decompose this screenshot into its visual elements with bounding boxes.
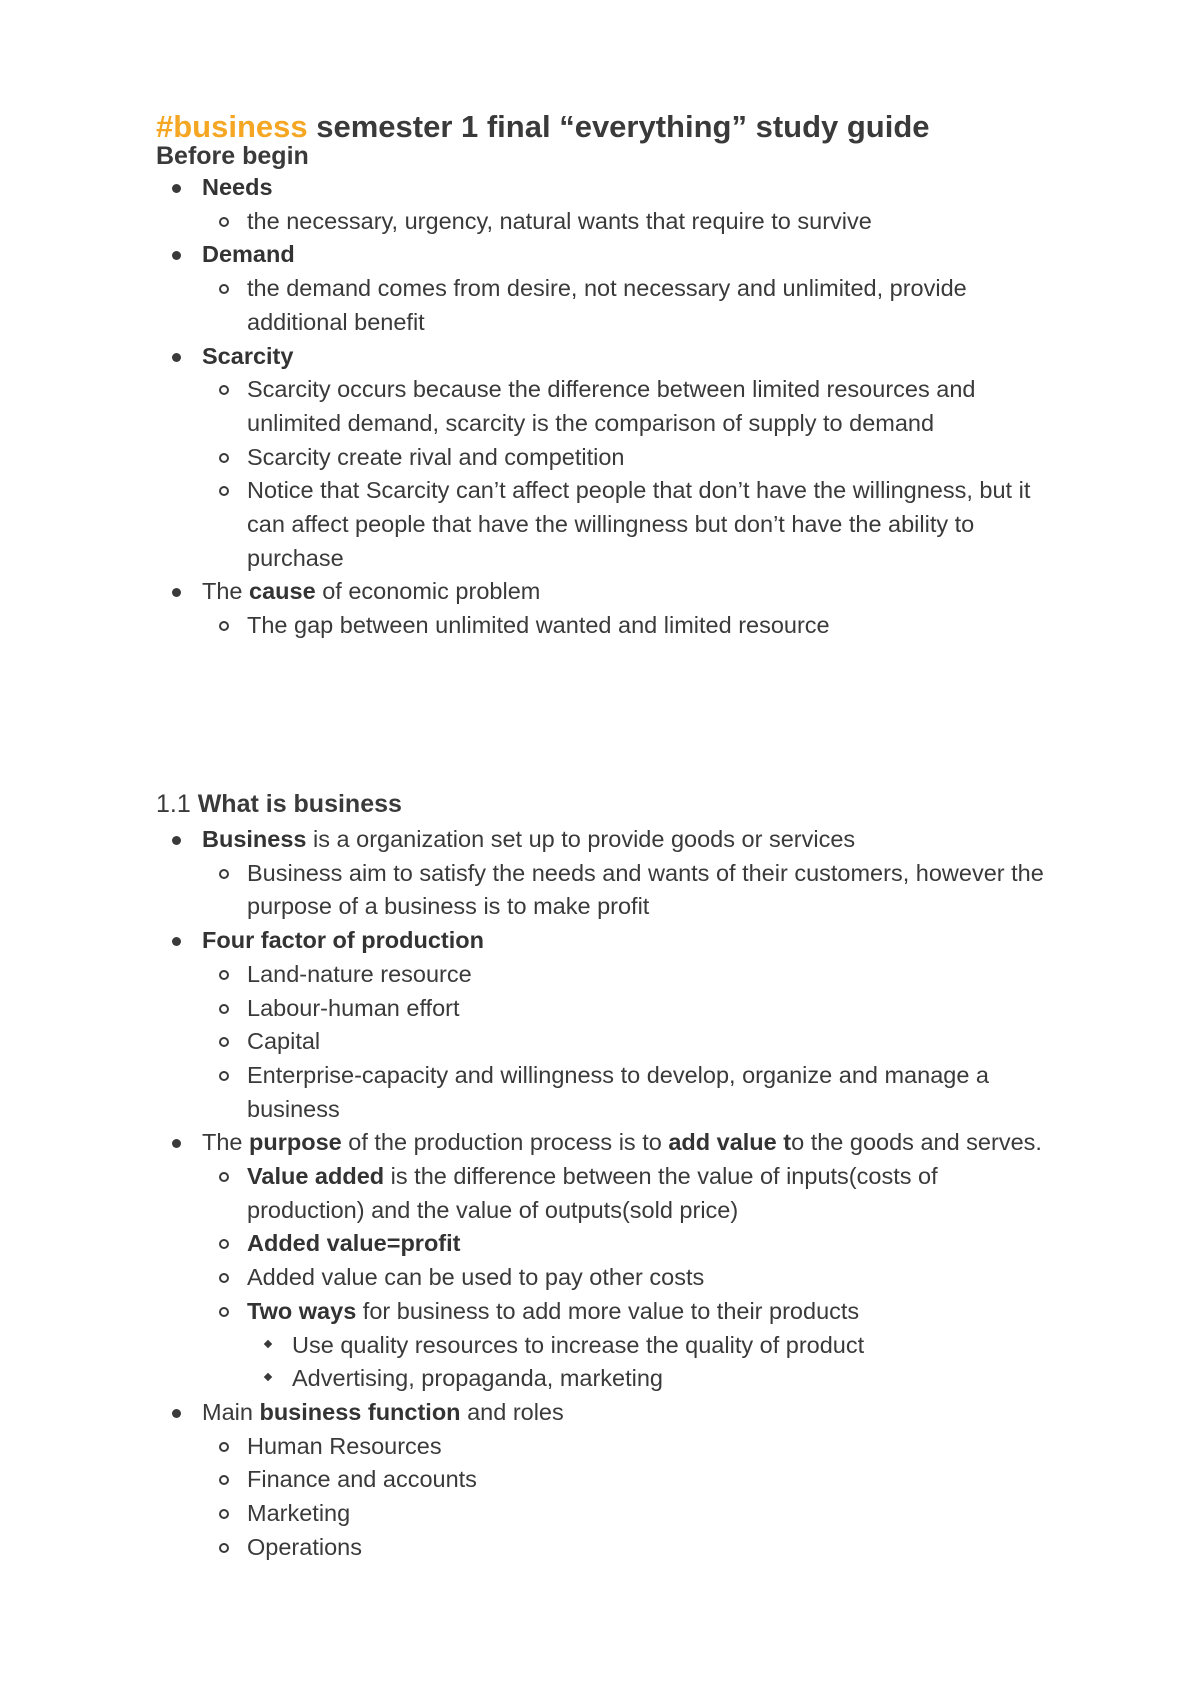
list-item: Labour-human effort: [202, 992, 1056, 1026]
list-item: Enterprise-capacity and willingness to develop, organize and manage a business: [202, 1059, 1056, 1126]
list-item: the necessary, urgency, natural wants that require to survive: [202, 205, 1056, 239]
list-item-scarcity: Scarcity Scarcity occurs because the difference between limited resources and unlimited demand, scarcity is the comparison of supply to demand Scarcity create rival and competition Notice that Scarcity can’t affect people that don’t have the willingness, but it can affect people that have the willingness but don’t have the ability to purchase: [156, 340, 1056, 576]
list-item: Finance and accounts: [202, 1463, 1056, 1497]
list-item: Added value can be used to pay other costs: [202, 1261, 1056, 1295]
list-before-begin: [156, 171, 1056, 643]
list-item-demand: Demand the demand comes from desire, not necessary and unlimited, provide additional benefit: [156, 238, 1056, 339]
heading-before-begin: Before begin: [156, 142, 309, 170]
list-item: Two ways for business to add more value to their products Use quality resources to increase the quality of product Advertising, propaganda, marketing: [202, 1295, 1056, 1396]
list-item: Operations: [202, 1531, 1056, 1565]
list-item: Business aim to satisfy the needs and wants of their customers, however the purpose of a business is to make profit: [202, 857, 1056, 924]
list-item: Use quality resources to increase the quality of product: [247, 1329, 1056, 1363]
list-what-is-business: [156, 823, 1056, 1564]
list-item-cause: The cause of economic problem The gap between unlimited wanted and limited resource: [156, 575, 1056, 642]
list-item: Value added is the difference between the value of inputs(costs of production) and the value of outputs(sold price): [202, 1160, 1056, 1227]
list-item: Added value=profit: [202, 1227, 1056, 1261]
list-item: Scarcity occurs because the difference between limited resources and unlimited demand, scarcity is the comparison of supply to demand: [202, 373, 1056, 440]
list-item: Human Resources: [202, 1430, 1056, 1464]
list-item: Advertising, propaganda, marketing: [247, 1362, 1056, 1396]
list-item-needs: Needs the necessary, urgency, natural wants that require to survive: [156, 171, 1056, 238]
list-item: Scarcity create rival and competition: [202, 441, 1056, 475]
heading-what-is-business: 1.1 What is business: [156, 790, 402, 818]
list-item: Land-nature resource: [202, 958, 1056, 992]
list-item: Capital: [202, 1025, 1056, 1059]
list-item: The gap between unlimited wanted and limited resource: [202, 609, 1056, 643]
list-item-business: Business is a organization set up to provide goods or services Business aim to satisfy the needs and wants of their customers, however the purpose of a business is to make profit: [156, 823, 1056, 924]
title-text: semester 1 final “everything” study guide: [307, 109, 930, 144]
hashtag-business[interactable]: #business: [156, 109, 308, 144]
list-item-functions: Main business function and roles Human Resources Finance and accounts Marketing Operations: [156, 1396, 1056, 1565]
list-item: Marketing: [202, 1497, 1056, 1531]
list-item-purpose: The purpose of the production process is to add value to the goods and serves. Value added is the difference between the value of inputs(costs of production) and the value of outputs(sold price) Added value=profit Added value can be used to pay other costs Two ways for business to add more value to their products Use quality resources to increase the quality of product Advertising, propaganda, marketing: [156, 1126, 1056, 1396]
list-item-factors: Four factor of production Land-nature resource Labour-human effort Capital Enterprise-capacity and willingness to develop, organize and manage a business: [156, 924, 1056, 1126]
list-item: the demand comes from desire, not necessary and unlimited, provide additional benefit: [202, 272, 1056, 339]
list-item: Notice that Scarcity can’t affect people that don’t have the willingness, but it can affect people that have the willingness but don’t have the ability to purchase: [202, 474, 1056, 575]
